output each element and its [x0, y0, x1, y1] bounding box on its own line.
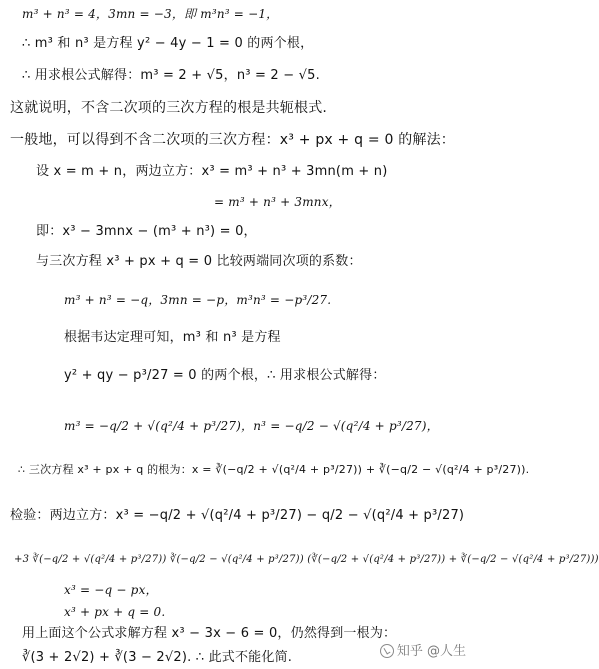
text-line-20: ∛(3 + 2√2) + ∛(3 − 2√2). ∴ 此式不能化简.: [22, 650, 293, 665]
text-line-8: 即：x³ − 3mnx − (m³ + n³) = 0，: [36, 224, 257, 239]
zhihu-watermark-icon: [380, 644, 394, 658]
text-line-10: m³ + n³ = −q，3mn = −p，m³n³ = −p³/27.: [64, 293, 332, 307]
text-line-4: 这就说明，不含二次项的三次方程的根是共轭根式.: [10, 100, 328, 116]
text-line-2: ∴ m³ 和 n³ 是方程 y² − 4y − 1 = 0 的两个根，: [22, 36, 314, 51]
text-line-18: x³ + px + q = 0.: [64, 605, 166, 619]
text-line-17: x³ = −q − px，: [64, 583, 158, 597]
text-line-14: ∴ 三次方程 x³ + px + q 的根为：x = ∛(−q/2 + √(q²/4 + p³/27)) + ∛(−q/2 − √(q²/4 + p³/27)).: [18, 463, 530, 476]
text-line-1: m³ + n³ = 4，3mn = −3，即 m³n³ = −1，: [22, 7, 279, 21]
text-line-9: 与三次方程 x³ + px + q = 0 比较两端同次项的系数：: [36, 254, 362, 269]
watermark: [374, 640, 466, 659]
watermark-text: 知乎 @人生: [396, 644, 466, 659]
text-line-11: 根据韦达定理可知，m³ 和 n³ 是方程: [64, 330, 281, 345]
text-line-3: ∴ 用求根公式解得：m³ = 2 + √5，n³ = 2 − √5.: [22, 68, 320, 83]
text-line-12: y² + qy − p³/27 = 0 的两个根，∴ 用求根公式解得：: [64, 368, 386, 383]
text-line-6: 设 x = m + n，两边立方：x³ = m³ + n³ + 3mn(m + n): [36, 164, 388, 179]
text-line-5: 一般地，可以得到不含二次项的三次方程：x³ + px + q = 0 的解法：: [10, 132, 456, 148]
text-line-15: 检验：两边立方：x³ = −q/2 + √(q²/4 + p³/27) − q/2 − √(q²/4 + p³/27): [10, 508, 465, 523]
text-line-19: 用上面这个公式求解方程 x³ − 3x − 6 = 0，仍然得到一根为：: [22, 626, 397, 641]
text-line-16: +3 ∛(−q/2 + √(q²/4 + p³/27)) ∛(−q/2 − √(q²/4 + p³/27)) (∛(−q/2 + √(q²/4 + p³/27)) + ∛(−q/2 − √(q²/4 + p³/27))): [14, 554, 599, 565]
text-line-13: m³ = −q/2 + √(q²/4 + p³/27)，n³ = −q/2 − √(q²/4 + p³/27)，: [64, 419, 439, 433]
text-line-7: = m³ + n³ + 3mnx，: [214, 195, 341, 209]
